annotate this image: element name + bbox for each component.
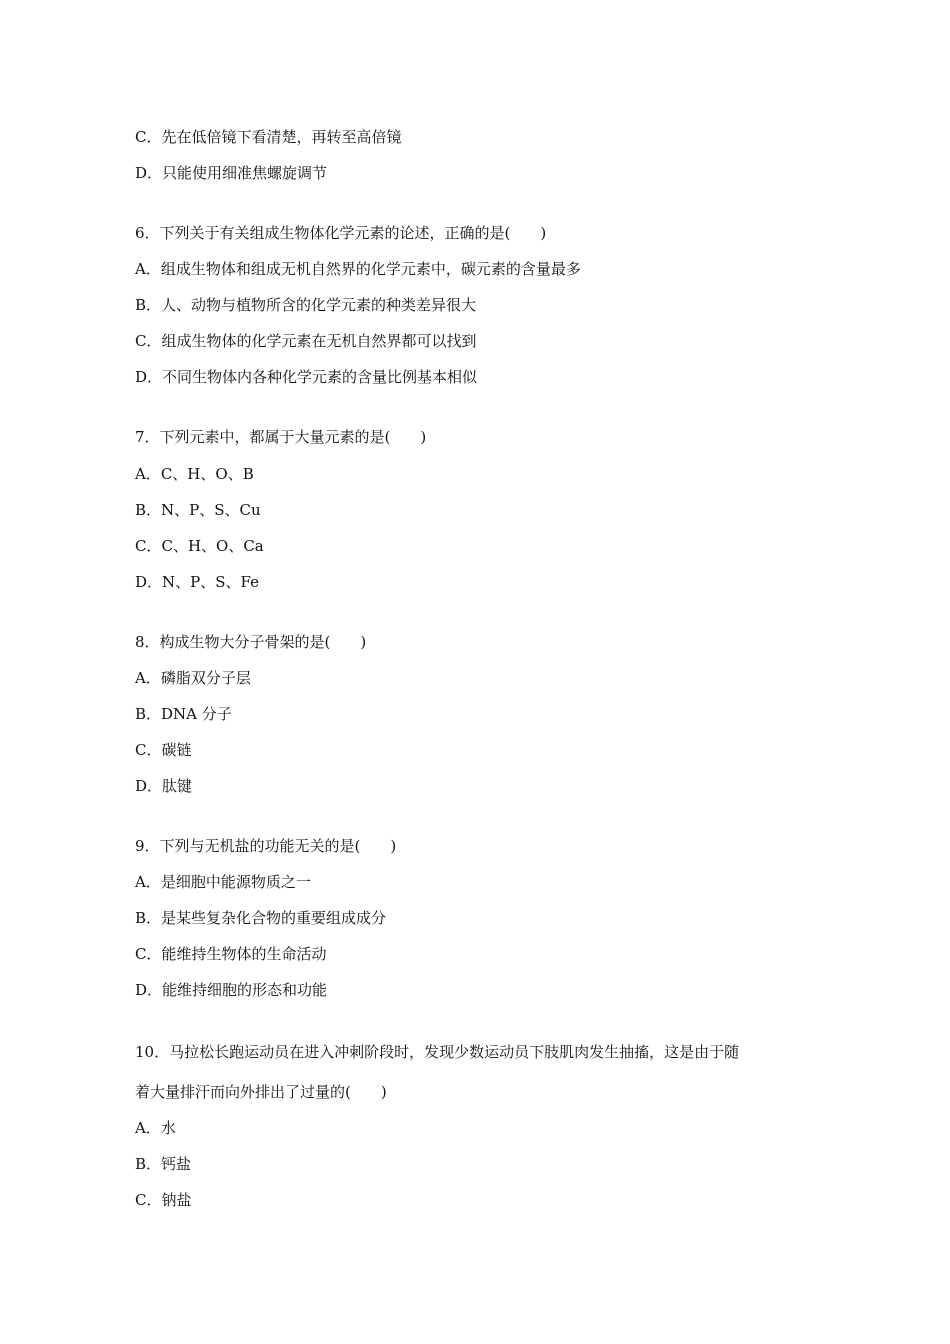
q7-option-c: C．C、H、O、Ca (135, 537, 264, 555)
q5-option-d: D．只能使用细准焦螺旋调节 (135, 164, 328, 182)
q8-option-d: D．肽键 (135, 777, 193, 795)
q6-option-d: D．不同生物体内各种化学元素的含量比例基本相似 (135, 368, 478, 386)
q8-option-a: A．磷脂双分子层 (135, 669, 251, 687)
q9-option-c: C．能维持生物体的生命活动 (135, 945, 327, 963)
q10-option-b: B．钙盐 (135, 1155, 192, 1173)
q10-option-c: C．钠盐 (135, 1191, 192, 1209)
q9-stem: 9．下列与无机盐的功能无关的是( ) (135, 837, 397, 855)
q10-option-a: A．水 (135, 1119, 176, 1137)
q8-option-c: C．碳链 (135, 741, 192, 759)
q9-option-a: A．是细胞中能源物质之一 (135, 873, 311, 891)
q9-option-b: B．是某些复杂化合物的重要组成成分 (135, 909, 387, 927)
q5-option-c: C．先在低倍镜下看清楚，再转至高倍镜 (135, 128, 402, 146)
q6-option-b: B．人、动物与植物所含的化学元素的种类差异很大 (135, 296, 477, 314)
q7-option-b: B．N、P、S、Cu (135, 501, 261, 519)
q6-option-a: A．组成生物体和组成无机自然界的化学元素中，碳元素的含量最多 (135, 260, 581, 278)
q10-stem-line2: 着大量排汗而向外排出了过量的( ) (135, 1083, 387, 1101)
q6-option-c: C．组成生物体的化学元素在无机自然界都可以找到 (135, 332, 477, 350)
q6-stem: 6．下列关于有关组成生物体化学元素的论述，正确的是( ) (135, 224, 547, 242)
q9-option-d: D．能维持细胞的形态和功能 (135, 981, 328, 999)
q8-option-b: B．DNA 分子 (135, 705, 232, 723)
q7-option-a: A．C、H、O、B (135, 465, 254, 483)
q7-option-d: D．N、P、S、Fe (135, 573, 259, 591)
q8-stem: 8．构成生物大分子骨架的是( ) (135, 633, 367, 651)
q10-stem-line1: 10．马拉松长跑运动员在进入冲刺阶段时，发现少数运动员下肢肌肉发生抽搐，这是由于随 (135, 1043, 740, 1061)
q7-stem: 7．下列元素中，都属于大量元素的是( ) (135, 428, 427, 446)
